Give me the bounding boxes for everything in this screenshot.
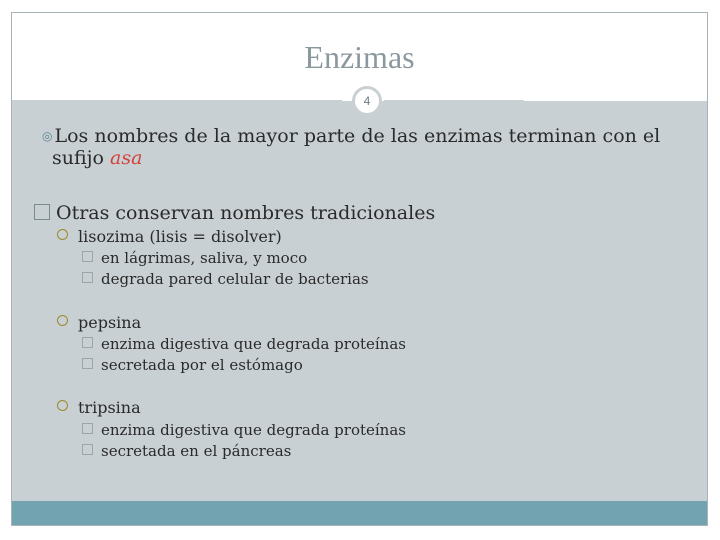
subitem: [82, 420, 406, 440]
item-label: lisozima (lisis = disolver): [78, 227, 282, 246]
subitem-text: degrada pared celular de bacterias: [101, 270, 369, 288]
bullet-1-line2-text: sufijo: [52, 147, 111, 169]
subitem-text: enzima digestiva que degrada proteínas: [101, 421, 406, 439]
subitem: [82, 441, 291, 461]
bullet-1: [42, 125, 702, 147]
subitem-text: enzima digestiva que degrada proteínas: [101, 335, 406, 353]
square-bullet-icon: [82, 251, 93, 262]
page-number-badge: 4: [352, 86, 382, 116]
subitem: [82, 334, 406, 354]
square-bullet-icon: [82, 272, 93, 283]
checkbox-icon: [34, 204, 50, 220]
ring-bullet-icon: [57, 315, 68, 326]
slide-title: Enzimas: [304, 39, 415, 75]
subitem: [82, 248, 307, 268]
bullet-2: [34, 202, 435, 224]
subitem-text: secretada por el estómago: [101, 356, 303, 374]
item-pepsina: [57, 313, 141, 333]
bullet-1-line1: Los nombres de la mayor parte de las enzimas terminan con el: [54, 125, 661, 147]
subitem-text: en lágrimas, saliva, y moco: [101, 249, 308, 267]
square-bullet-icon: [82, 444, 93, 455]
bullet-1-line2: [52, 147, 142, 169]
bullet-2-text: Otras conservan nombres tradicionales: [56, 202, 436, 224]
subitem: [82, 269, 369, 289]
ring-bullet-icon: [57, 229, 68, 240]
footer-bar: [12, 501, 707, 525]
subitem: [82, 355, 303, 375]
square-bullet-icon: [82, 423, 93, 434]
suffix-accent: asa: [110, 147, 143, 169]
square-bullet-icon: [82, 337, 93, 348]
item-label: pepsina: [78, 313, 142, 332]
square-bullet-icon: [82, 358, 93, 369]
bullet-icon: ◎: [42, 129, 53, 143]
ring-bullet-icon: [57, 400, 68, 411]
subitem-text: secretada en el páncreas: [101, 442, 292, 460]
item-tripsina: [57, 398, 141, 418]
item-lisozima: [57, 227, 282, 247]
item-label: tripsina: [78, 398, 141, 417]
